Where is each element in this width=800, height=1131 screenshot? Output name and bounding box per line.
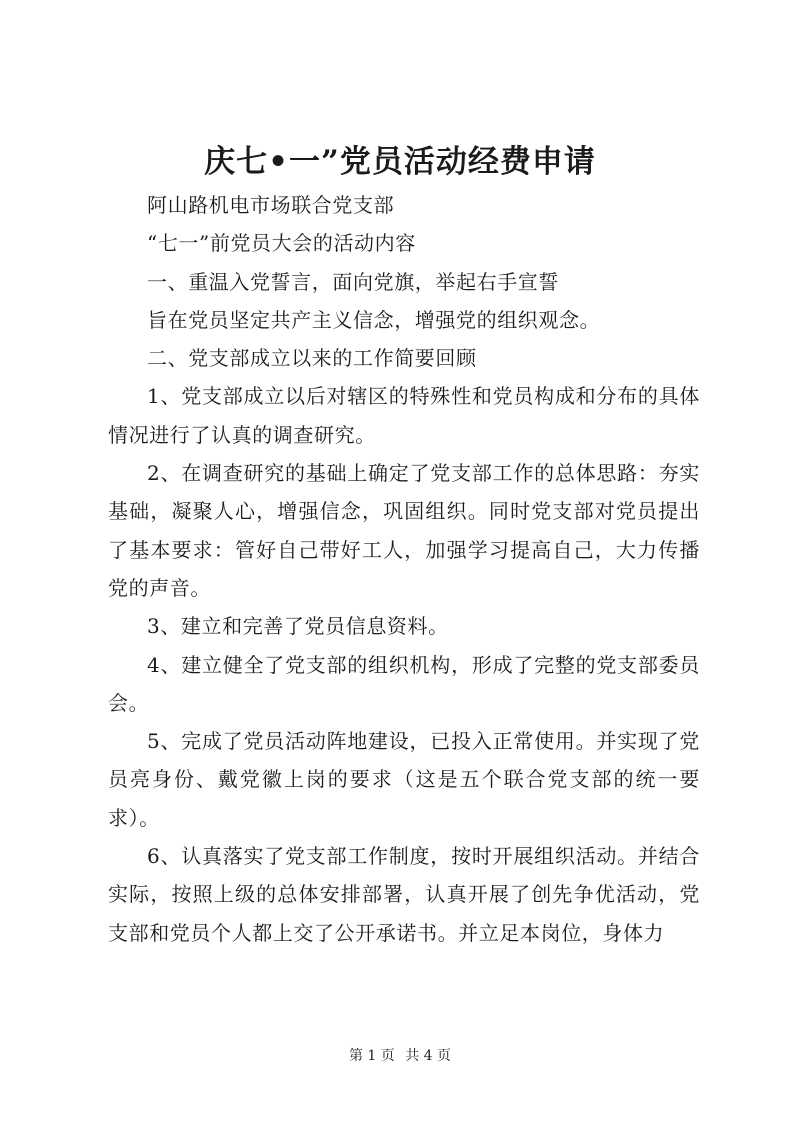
paragraph: 2、在调查研究的基础上确定了党支部工作的总体思路：夯实基础，凝聚人心，增强信念，巩固组织。同时党支部对党员提出了基本要求：管好自己带好工人，加强学习提高自己，大力传播党的声音。 (108, 461, 700, 600)
paragraph: 旨在党员坚定共产主义信念，增强党的组织观念。 (147, 307, 601, 332)
document-body (108, 186, 700, 952)
paragraph: 6、认真落实了党支部工作制度，按时开展组织活动。并结合实际，按照上级的总体安排部署，认真开展了创先争优活动，党支部和党员个人都上交了公开承诺书。并立足本岗位，身体力 (108, 844, 700, 945)
paragraph: 二、党支部成立以来的工作简要回顾 (147, 346, 477, 371)
paragraph: 阿山路机电市场联合党支部 (147, 193, 395, 217)
paragraph: 1、党支部成立以后对辖区的特殊性和党员构成和分布的具体情况进行了认真的调查研究。 (108, 384, 700, 447)
paragraph: 4、建立健全了党支部的组织机构，形成了完整的党支部委员会。 (108, 652, 700, 715)
paragraph: 一、重温入党誓言，面向党旗，举起右手宣誓 (147, 269, 559, 294)
paragraph: 3、建立和完善了党员信息资料。 (147, 614, 449, 639)
page-number: 第 1 页 (348, 1048, 395, 1064)
paragraph: “七一”前党员大会的活动内容 (147, 231, 416, 256)
page-total: 共 4 页 (405, 1048, 452, 1064)
page-footer (0, 1046, 800, 1066)
document-title: 庆七•一”党员活动经费申请 (204, 144, 596, 180)
paragraph: 5、完成了党员活动阵地建设，已投入正常使用。并实现了党员亮身份、戴党徽上岗的要求（这是五个联合党支部的统一要求）。 (108, 729, 700, 830)
